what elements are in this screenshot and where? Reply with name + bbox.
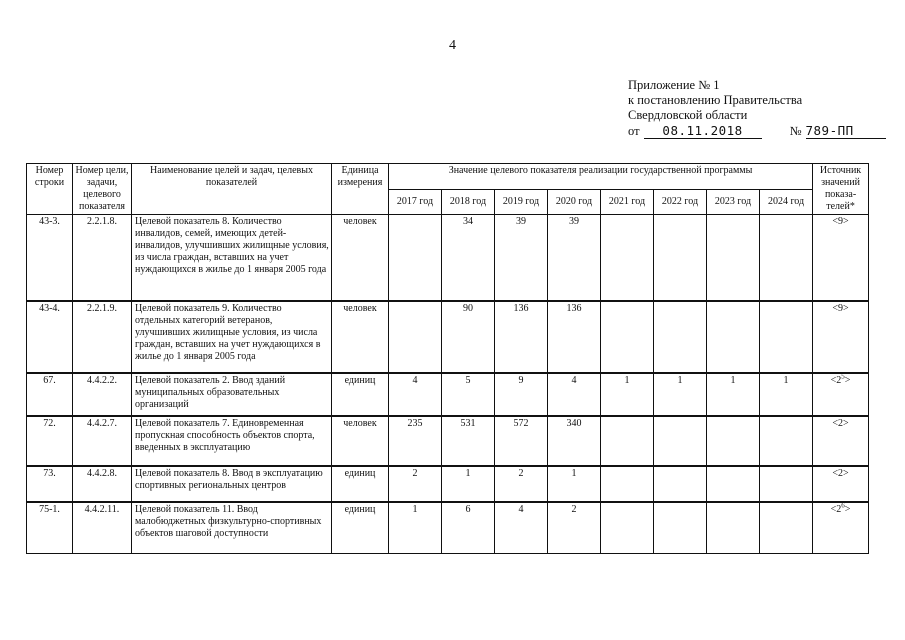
header-year: 2017 год [389,189,442,215]
value-cell: 1 [760,373,813,416]
value-cell: 1 [654,373,707,416]
row-number-cell: 75-1. [27,502,73,554]
value-cell [707,466,760,502]
value-cell: 136 [495,301,548,373]
value-cell: 136 [548,301,601,373]
header-year: 2021 год [601,189,654,215]
value-cell [389,215,442,301]
value-cell: 9 [495,373,548,416]
header-row-number: Номер строки [27,164,73,215]
header-values-group: Значение целевого показателя реализации государственной программы [389,164,813,190]
value-cell [654,502,707,554]
indicators-table [26,163,869,554]
goal-number-cell: 4.4.2.2. [73,373,132,416]
appendix-title: Приложение № 1 [628,78,720,92]
value-cell: 235 [389,416,442,466]
appendix-region: Свердловской области [628,108,748,122]
source-cell [813,466,869,502]
value-cell: 2 [548,502,601,554]
header-year: 2024 год [760,189,813,215]
source-cell [813,301,869,373]
source-text: <2 [830,374,842,386]
table-row [27,502,869,554]
value-cell: 1 [601,373,654,416]
value-cell: 34 [442,215,495,301]
value-cell: 39 [548,215,601,301]
unit-cell: единиц [332,466,389,502]
header-year: 2019 год [495,189,548,215]
source-superscript: 5 [841,372,845,381]
value-cell [707,416,760,466]
indicator-name-cell: Целевой показатель 8. Ввод в эксплуатацию спортивных региональных центров [132,466,332,502]
header-source: Источник значений показа-телей* [813,164,869,215]
indicator-name-cell: Целевой показатель 9. Количество отдельных категорий ветеранов, улучшивших жилищные условия, из числа граждан, вставших на учет нуждающихся в жилье до 1 января 2005 года [132,301,332,373]
indicator-name-cell: Целевой показатель 8. Количество инвалидов, семей, имеющих детей-инвалидов, улучшивших жилищные условия, из числа граждан, вставших на учет нуждающихся в жилье до 1 января 2005 года [132,215,332,301]
header-row [27,164,869,190]
value-cell: 1 [389,502,442,554]
value-cell: 2 [495,466,548,502]
goal-number-cell: 2.2.1.8. [73,215,132,301]
goal-number-cell: 4.4.2.8. [73,466,132,502]
table-row [27,416,869,466]
value-cell: 6 [442,502,495,554]
appendix-decree: к постановлению Правительства [628,93,803,107]
unit-cell: человек [332,301,389,373]
source-end: > [844,374,851,386]
value-cell [389,301,442,373]
value-cell: 2 [389,466,442,502]
table-row [27,215,869,301]
header-name: Наименование целей и задач, целевых показателей [132,164,332,215]
source-text: <9> [832,216,849,227]
value-cell: 1 [548,466,601,502]
source-text: <2> [832,417,849,429]
value-cell [707,301,760,373]
unit-cell: единиц [332,373,389,416]
value-cell: 1 [442,466,495,502]
row-number-cell: 73. [27,466,73,502]
source-text: <2> [832,467,849,479]
value-cell [654,301,707,373]
source-cell [813,215,869,301]
appendix-date-line [628,123,886,139]
page-number: 4 [449,38,456,53]
value-cell: 90 [442,301,495,373]
value-cell [707,502,760,554]
value-cell: 4 [389,373,442,416]
table-body [27,215,869,554]
decree-date: 08.11.2018 [644,123,762,139]
value-cell: 572 [495,416,548,466]
header-goal-number: Номер цели, задачи, целевого показателя [73,164,132,215]
date-prefix: от [628,124,640,138]
value-cell: 1 [707,373,760,416]
value-cell [760,502,813,554]
indicator-name-cell: Целевой показатель 2. Ввод зданий муниципальных образовательных организаций [132,373,332,416]
appendix-header [628,78,886,139]
header-unit: Единица измерения [332,164,389,215]
table-row [27,301,869,373]
number-prefix: № [789,124,802,138]
value-cell: 4 [548,373,601,416]
value-cell [654,416,707,466]
table-row [27,466,869,502]
header-year: 2020 год [548,189,601,215]
table-row [27,373,869,416]
value-cell [601,215,654,301]
header-year: 2018 год [442,189,495,215]
unit-cell: единиц [332,502,389,554]
source-cell [813,416,869,466]
value-cell [654,466,707,502]
value-cell [601,416,654,466]
value-cell: 4 [495,502,548,554]
row-number-cell: 67. [27,373,73,416]
value-cell: 340 [548,416,601,466]
source-cell [813,373,869,416]
value-cell [601,301,654,373]
value-cell [601,502,654,554]
indicator-name-cell: Целевой показатель 11. Ввод малобюджетных физкультурно-спортивных объектов шаговой доступности [132,502,332,554]
source-cell [813,502,869,554]
value-cell [760,215,813,301]
source-text: <9> [832,302,849,314]
value-cell [760,466,813,502]
goal-number-cell: 4.4.2.11. [73,502,132,554]
value-cell: 531 [442,416,495,466]
value-cell [654,215,707,301]
value-cell [760,416,813,466]
indicator-name-cell: Целевой показатель 7. Единовременная пропускная способность объектов спорта, введенных в эксплуатацию [132,416,332,466]
value-cell: 5 [442,373,495,416]
row-number-cell: 72. [27,416,73,466]
value-cell [707,215,760,301]
header-year: 2022 год [654,189,707,215]
value-cell [601,466,654,502]
unit-cell: человек [332,215,389,301]
header-year: 2023 год [707,189,760,215]
unit-cell: человек [332,416,389,466]
value-cell [760,301,813,373]
row-number-cell: 43-3. [27,215,73,301]
row-number-cell: 43-4. [27,301,73,373]
decree-number: 789-ПП [806,123,886,139]
source-end: > [844,503,851,515]
goal-number-cell: 4.4.2.7. [73,416,132,466]
source-superscript: 6 [841,501,845,510]
source-text: <2 [830,503,842,515]
goal-number-cell: 2.2.1.9. [73,301,132,373]
value-cell: 39 [495,215,548,301]
